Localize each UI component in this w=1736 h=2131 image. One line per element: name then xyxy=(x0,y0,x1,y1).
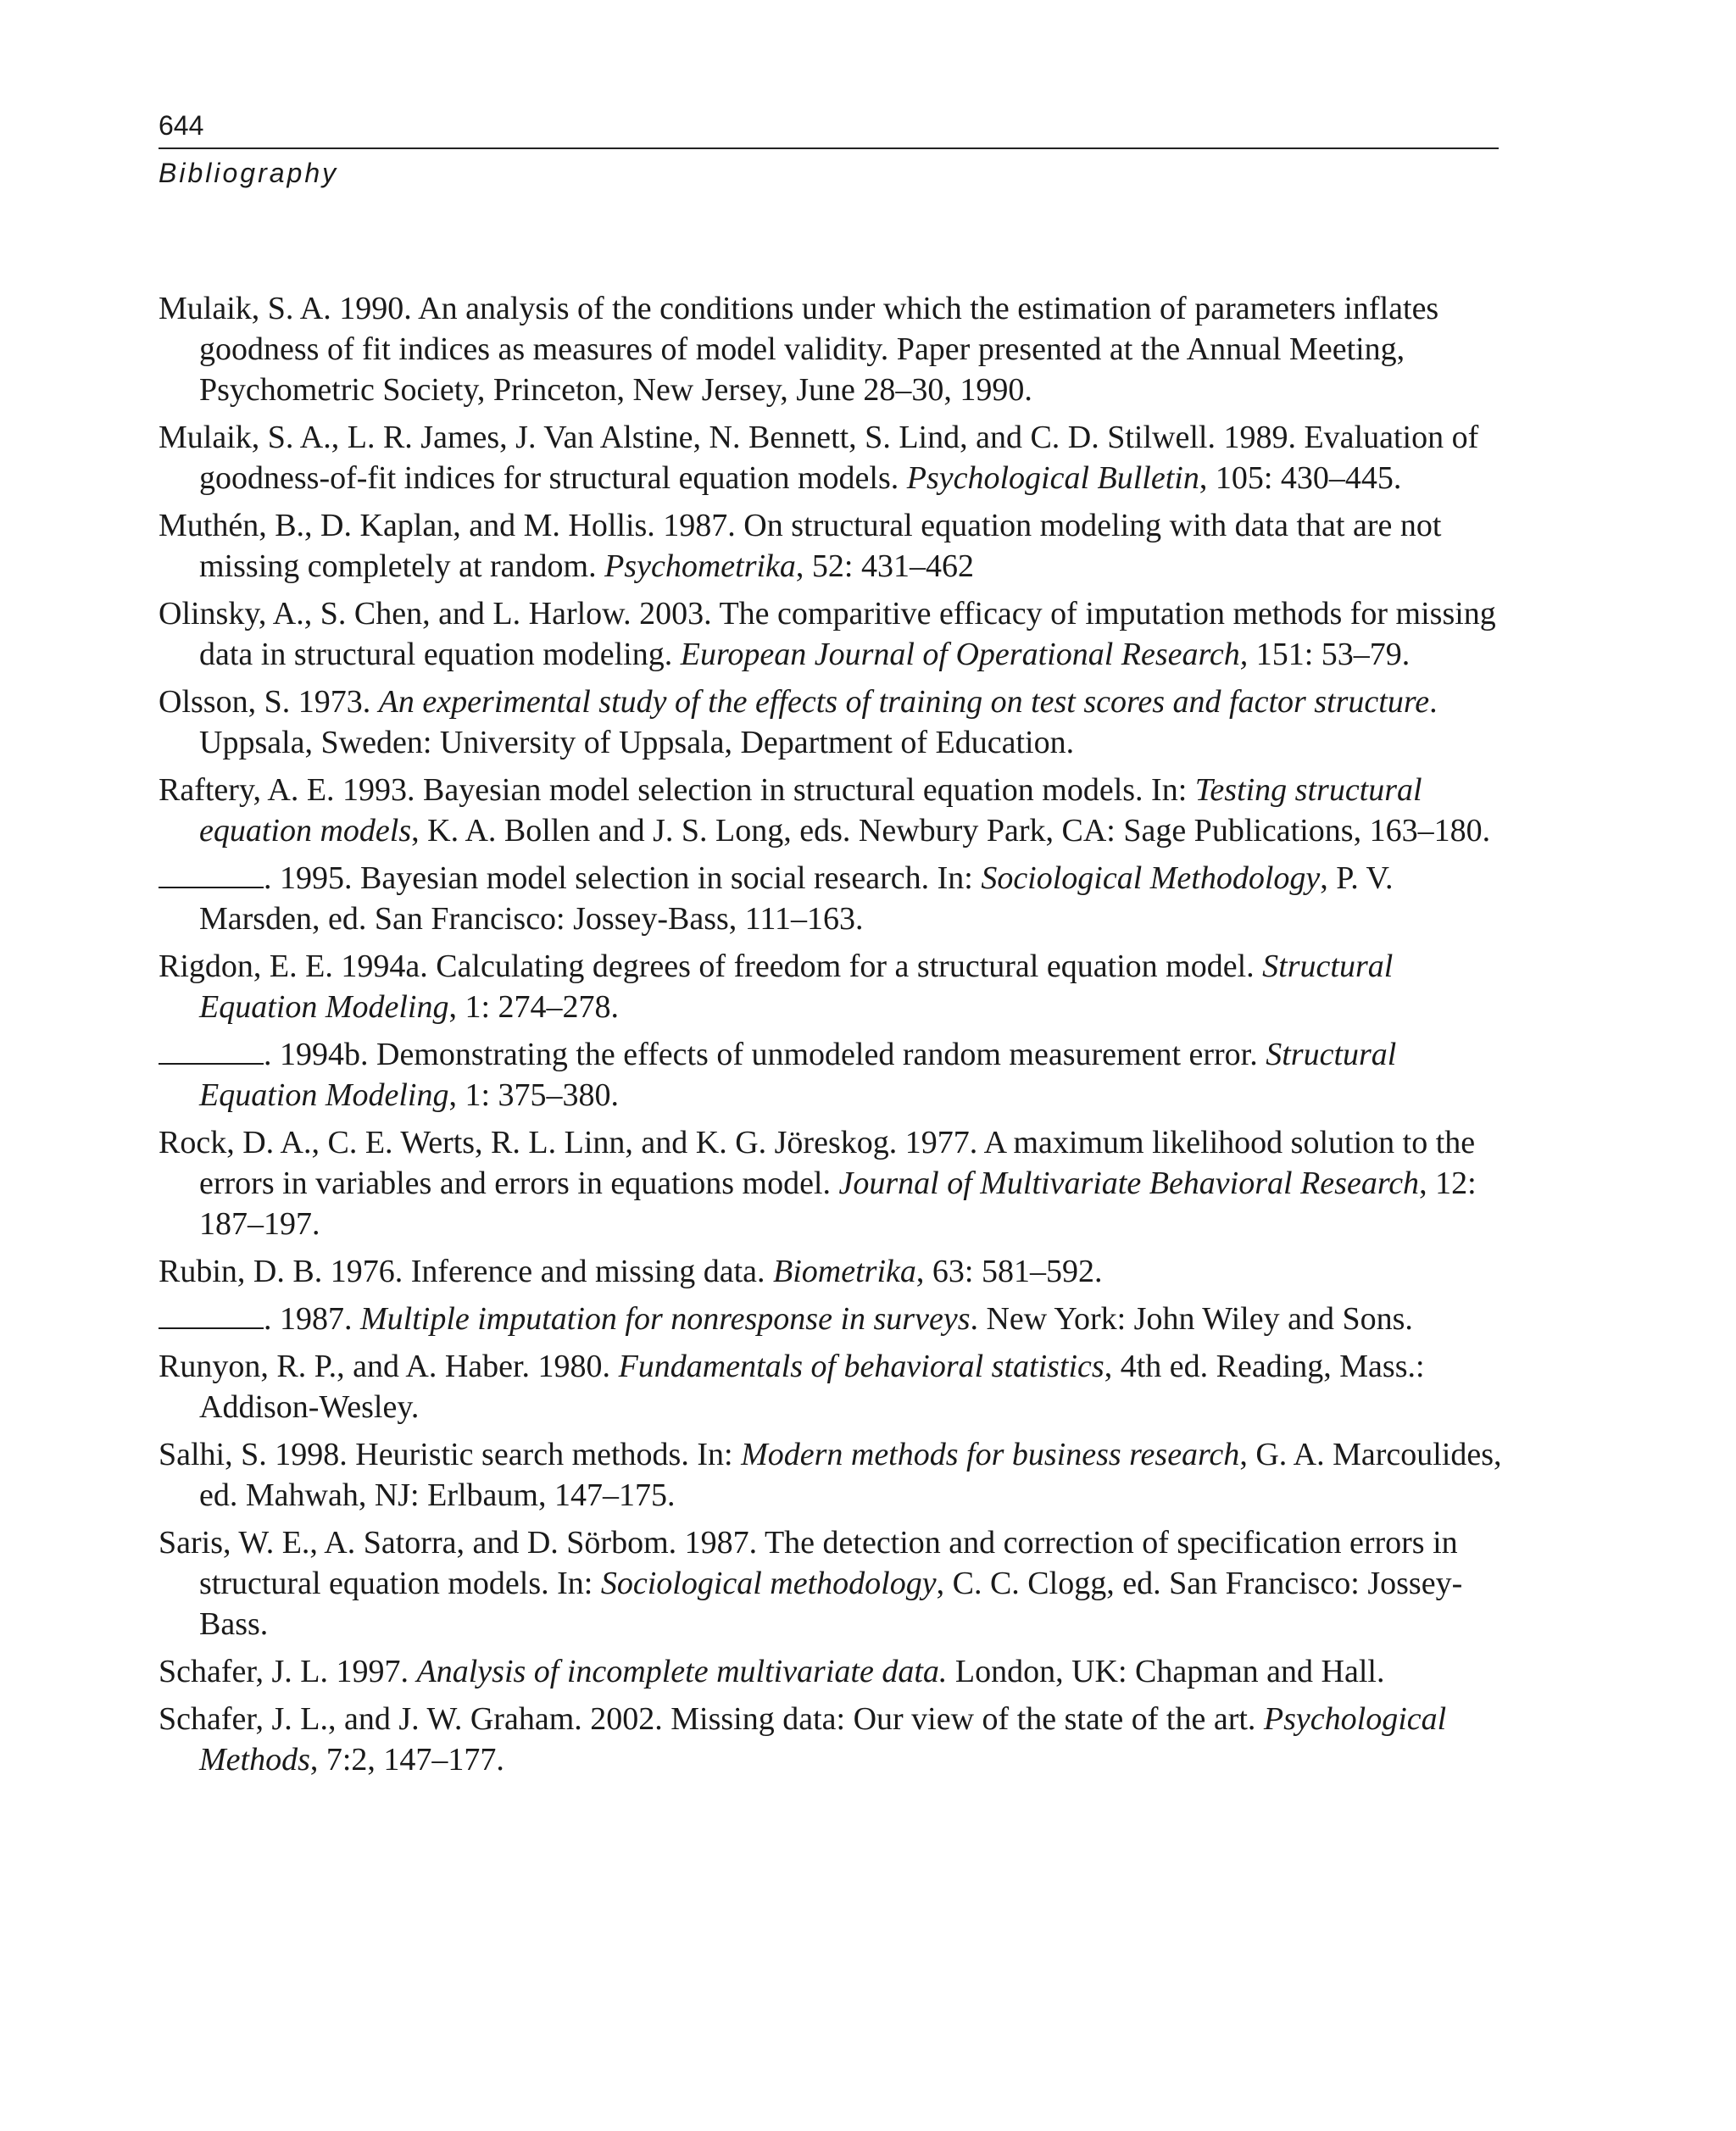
entry-title-italic: Modern methods for business research xyxy=(741,1437,1240,1472)
bibliography-entry xyxy=(159,1651,1506,1692)
entry-text: . 1994b. Demonstrating the effects of unmodeled random measurement error. xyxy=(264,1037,1266,1072)
repeated-author-dash xyxy=(159,1038,264,1065)
bibliography-entry xyxy=(159,770,1506,851)
entry-title-italic: Analysis of incomplete multivariate data. xyxy=(416,1654,948,1689)
entry-title-italic: Biometrika xyxy=(773,1254,916,1289)
entry-text: Salhi, S. 1998. Heuristic search methods. In: xyxy=(159,1437,742,1472)
bibliography-entry xyxy=(159,1034,1506,1116)
bibliography-entry xyxy=(159,1122,1506,1244)
repeated-author-dash xyxy=(159,861,264,888)
bibliography-entry xyxy=(159,1434,1506,1516)
entry-title-italic: Psychometrika xyxy=(604,548,796,584)
entry-text: . 1987. xyxy=(264,1301,360,1337)
entry-text: Rigdon, E. E. 1994a. Calculating degrees of freedom for a structural equation model. xyxy=(159,949,1263,984)
page-number: 644 xyxy=(159,110,204,141)
repeated-author-dash xyxy=(159,1302,264,1329)
entry-title-italic: Fundamentals of behavioral statistics xyxy=(618,1349,1104,1384)
entry-text: Raftery, A. E. 1993. Bayesian model selection in structural equation models. In: xyxy=(159,772,1195,808)
bibliography-entry xyxy=(159,1251,1506,1292)
entry-text: Muthén, B., D. Kaplan, and M. Hollis. 1987. On structural equation modeling with data that are not missing completely at random. xyxy=(159,508,1442,584)
bibliography-entry xyxy=(159,1699,1506,1780)
entry-text: 151: 53–79. xyxy=(1248,637,1410,672)
entry-text: Mulaik, S. A., L. R. James, J. Van Alstine, N. Bennett, S. Lind, and C. D. Stilwell. 1989. Evaluation of goodness-of-fit indices for structural equation models. xyxy=(159,420,1479,496)
bibliography-entry xyxy=(159,858,1506,939)
bibliography-entry xyxy=(159,593,1506,675)
entry-text: , 7:2, 147–177. xyxy=(309,1742,504,1778)
entry-title-italic: European Journal of Operational Research, xyxy=(680,637,1249,672)
entry-text: Runyon, R. P., and A. Haber. 1980. xyxy=(159,1349,619,1384)
entry-title-italic: Sociological Methodology xyxy=(981,860,1321,896)
entry-title-italic: Psychological Bulletin xyxy=(906,460,1199,496)
entry-text: , K. A. Bollen and J. S. Long, eds. Newbury Park, CA: Sage Publications, 163–180. xyxy=(411,813,1491,849)
entry-text: , 1: 274–278. xyxy=(448,989,620,1025)
bibliography-list xyxy=(159,288,1506,1787)
entry-text: , 63: 581–592. xyxy=(915,1254,1103,1289)
entry-title-italic: An experimental study of the effects of training on test scores and factor structure xyxy=(378,684,1430,720)
entry-title-italic: Sociological methodology xyxy=(600,1566,937,1601)
entry-text: , 4th ed. Reading, Mass.: Addison-Wesley. xyxy=(199,1349,1425,1425)
entry-text: London, UK: Chapman and Hall. xyxy=(947,1654,1385,1689)
entry-title-italic: Multiple imputation for nonresponse in surveys xyxy=(360,1301,971,1337)
entry-text: , P. V. Marsden, ed. San Francisco: Jossey-Bass, 111–163. xyxy=(199,860,1394,937)
entry-text: . New York: John Wiley and Sons. xyxy=(970,1301,1413,1337)
entry-text: Schafer, J. L. 1997. xyxy=(159,1654,417,1689)
page-header xyxy=(159,108,1499,190)
entry-text: Rock, D. A., C. E. Werts, R. L. Linn, and K. G. Jöreskog. 1977. A maximum likelihood solution to the errors in variables and errors in equations model. xyxy=(159,1125,1476,1201)
bibliography-entry xyxy=(159,682,1506,763)
entry-title-italic: Journal of Multivariate Behavioral Research xyxy=(838,1166,1420,1201)
entry-text: , 1: 375–380. xyxy=(448,1077,620,1113)
entry-text: , 12: 187–197. xyxy=(199,1166,1477,1242)
entry-text: Rubin, D. B. 1976. Inference and missing data. xyxy=(159,1254,774,1289)
entry-text: Saris, W. E., A. Satorra, and D. Sörbom. 1987. The detection and correction of specification errors in structural equation models. In: xyxy=(159,1525,1458,1601)
entry-text: Olinsky, A., S. Chen, and L. Harlow. 2003. The comparitive efficacy of imputation methods for missing data in structural equation modeling. xyxy=(159,596,1496,672)
entry-text: Schafer, J. L., and J. W. Graham. 2002. Missing data: Our view of the state of the art. xyxy=(159,1701,1264,1737)
entry-text: , C. C. Clogg, ed. San Francisco: Jossey-Bass. xyxy=(199,1566,1463,1642)
bibliography-entry xyxy=(159,1346,1506,1427)
entry-text: Olsson, S. 1973. xyxy=(159,684,379,720)
entry-title-italic: Psychological Methods xyxy=(199,1701,1447,1778)
entry-text: Mulaik, S. A. 1990. An analysis of the conditions under which the estimation of parameters inflates goodness of fit indices as measures of model validity. Paper presented at the Annual Meeting, Psychometric Society, Princeton, New Jersey, June 28–30, 1990. xyxy=(159,291,1439,408)
bibliography-entry xyxy=(159,1299,1506,1339)
bibliography-entry xyxy=(159,1522,1506,1644)
entry-text: , 52: 431–462 xyxy=(795,548,974,584)
entry-text: , 105: 430–445. xyxy=(1199,460,1402,496)
entry-title-italic: Testing structural equation models xyxy=(199,772,1422,849)
bibliography-entry xyxy=(159,505,1506,587)
running-head: Bibliography xyxy=(159,158,339,188)
bibliography-entry xyxy=(159,288,1506,410)
entry-text: . 1995. Bayesian model selection in social research. In: xyxy=(264,860,982,896)
entry-title-italic: Structural Equation Modeling xyxy=(199,1037,1397,1113)
header-rule xyxy=(159,147,1499,149)
bibliography-entry xyxy=(159,946,1506,1027)
entry-text: , G. A. Marcoulides, ed. Mahwah, NJ: Erlbaum, 147–175. xyxy=(199,1437,1502,1513)
entry-title-italic: Structural Equation Modeling xyxy=(199,949,1394,1025)
bibliography-entry xyxy=(159,417,1506,498)
entry-text: . Uppsala, Sweden: University of Uppsala, Department of Education. xyxy=(199,684,1438,760)
